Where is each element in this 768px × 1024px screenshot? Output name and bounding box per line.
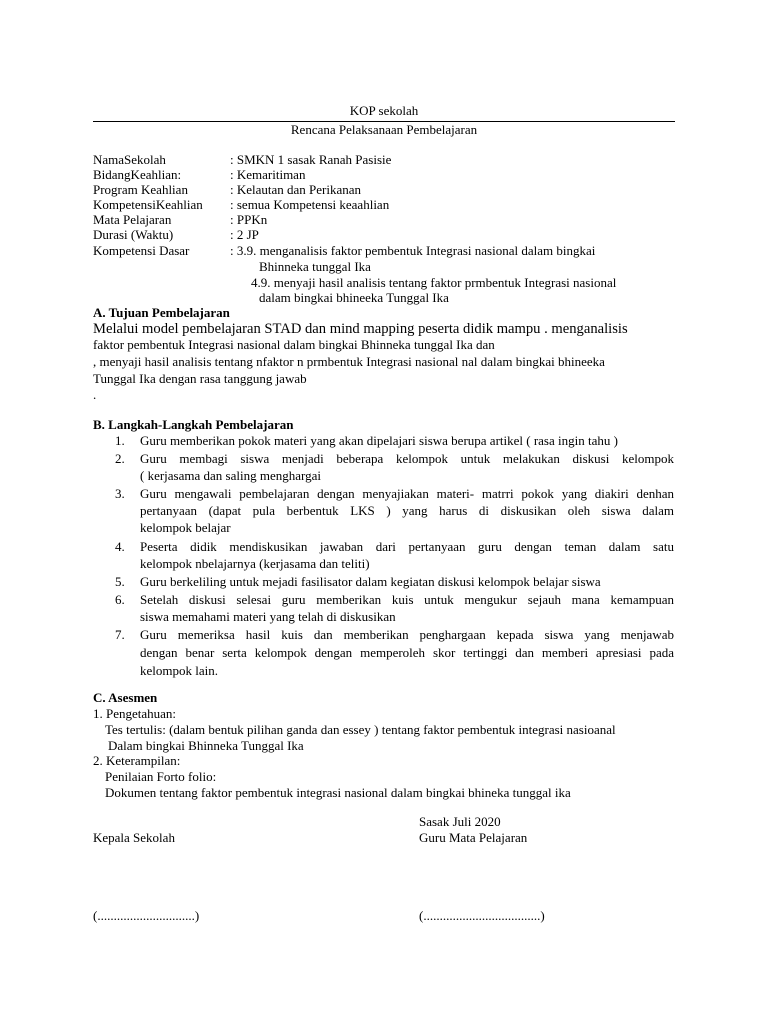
step-line: pertanyaan (dapat pula berbentuk LKS ) yang harus di diskusikan oleh siswa dalam [140, 503, 674, 518]
teacher-label: Guru Mata Pelajaran [419, 830, 528, 845]
step-number: 5. [115, 574, 125, 589]
principal-signature-blank: (..............................) [93, 908, 200, 923]
identity-label: Kompetensi Dasar [93, 243, 190, 258]
identity-value: : SMKN 1 sasak Ranah Pasisie [230, 152, 392, 167]
section-c-line: 1. Pengetahuan: [93, 706, 177, 721]
identity-label: Mata Pelajaran [93, 212, 172, 227]
section-a-line: . [93, 387, 97, 402]
step-number: 1. [115, 433, 125, 448]
teacher-signature-blank: (....................................) [419, 908, 545, 923]
identity-value: : Kemaritiman [230, 167, 306, 182]
step-line: Setelah diskusi selesai guru memberikan kuis untuk mengukur sejauh mana kemampuan [140, 592, 674, 607]
section-c-line: Penilaian Forto folio: [105, 769, 217, 784]
section-a-line: , menyaji hasil analisis tentang nfaktor n prmbentuk Integrasi nasional nal dalam bingkai bhineeka [93, 354, 605, 369]
section-c-line: Dalam bingkai Bhinneka Tunggal Ika [108, 738, 304, 753]
identity-label: BidangKeahlian: [93, 167, 182, 182]
kd-line: 4.9. menyaji hasil analisis tentang faktor prmbentuk Integrasi nasional [251, 275, 617, 290]
step-line: Guru berkeliling untuk mejadi fasilisator dalam kegiatan diskusi kelompok belajar siswa [140, 574, 601, 589]
identity-value: : 3.9. menganalisis faktor pembentuk Integrasi nasional dalam bingkai [230, 243, 596, 258]
kd-line: dalam bingkai bhineeka Tunggal Ika [259, 290, 449, 305]
section-c-line: Tes tertulis: (dalam bentuk pilihan ganda dan essey ) tentang faktor pembentuk integrasi nasioanal [105, 722, 616, 737]
section-c-line: 2. Keterampilan: [93, 753, 181, 768]
section-a-line: Melalui model pembelajaran STAD dan mind mapping peserta didik mampu . menganalisis [93, 321, 628, 337]
identity-value: : Kelautan dan Perikanan [230, 182, 362, 197]
place-date: Sasak Juli 2020 [419, 814, 501, 829]
kop-sekolah: KOP sekolah [349, 103, 419, 118]
section-c-heading: C. Asesmen [93, 690, 158, 705]
step-line: ( kerjasama dan saling menghargai [140, 468, 321, 483]
step-line: kelompok lain. [140, 663, 218, 678]
step-line: siswa memahami materi yang telah di diskusikan [140, 609, 396, 624]
step-number: 7. [115, 627, 125, 642]
step-line: Guru memeriksa hasil kuis dan memberikan penghargaan kepada siswa yang menjawab [140, 627, 674, 642]
step-line: dengan benar serta kelompok dengan memperoleh skor tertinggi dan memberi apresiasi pada [140, 645, 674, 660]
step-line: Guru mengawali pembelajaran dengan menyajiakan materi- matrri pokok yang diakiri denhan [140, 486, 674, 501]
section-a-heading: A. Tujuan Pembelajaran [93, 305, 230, 320]
identity-value: : semua Kompetensi keaahlian [230, 197, 390, 212]
section-b-heading: B. Langkah-Langkah Pembelajaran [93, 417, 294, 432]
step-line: kelompok nbelajarnya (kerjasama dan teliti) [140, 556, 370, 571]
principal-label: Kepala Sekolah [93, 830, 175, 845]
document-title: Rencana Pelaksanaan Pembelajaran [290, 122, 478, 137]
identity-label: Program Keahlian [93, 182, 188, 197]
section-c-line: Dokumen tentang faktor pembentuk integrasi nasional dalam bingkai bhineka tunggal ika [105, 785, 571, 800]
step-number: 3. [115, 486, 125, 501]
step-line: Guru memberikan pokok materi yang akan dipelajari siswa berupa artikel ( rasa ingin tahu ) [140, 433, 618, 448]
step-line: Peserta didik mendiskusikan jawaban dari pertanyaan guru dengan teman dalam satu [140, 539, 674, 554]
step-number: 2. [115, 451, 125, 466]
identity-label: KompetensiKeahlian [93, 197, 203, 212]
step-line: kelompok belajar [140, 520, 231, 535]
identity-label: Durasi (Waktu) [93, 227, 174, 242]
kd-line: Bhinneka tunggal Ika [259, 259, 371, 274]
section-a-line: Tunggal Ika dengan rasa tanggung jawab [93, 371, 307, 386]
identity-value: : 2 JP [230, 227, 259, 242]
step-number: 6. [115, 592, 125, 607]
identity-label: NamaSekolah [93, 152, 166, 167]
section-a-line: faktor pembentuk Integrasi nasional dalam bingkai Bhinneka tunggal Ika dan [93, 337, 495, 352]
identity-value: : PPKn [230, 212, 268, 227]
step-line: Guru membagi siswa menjadi beberapa kelompok untuk melakukan diskusi kelompok [140, 451, 674, 466]
step-number: 4. [115, 539, 125, 554]
